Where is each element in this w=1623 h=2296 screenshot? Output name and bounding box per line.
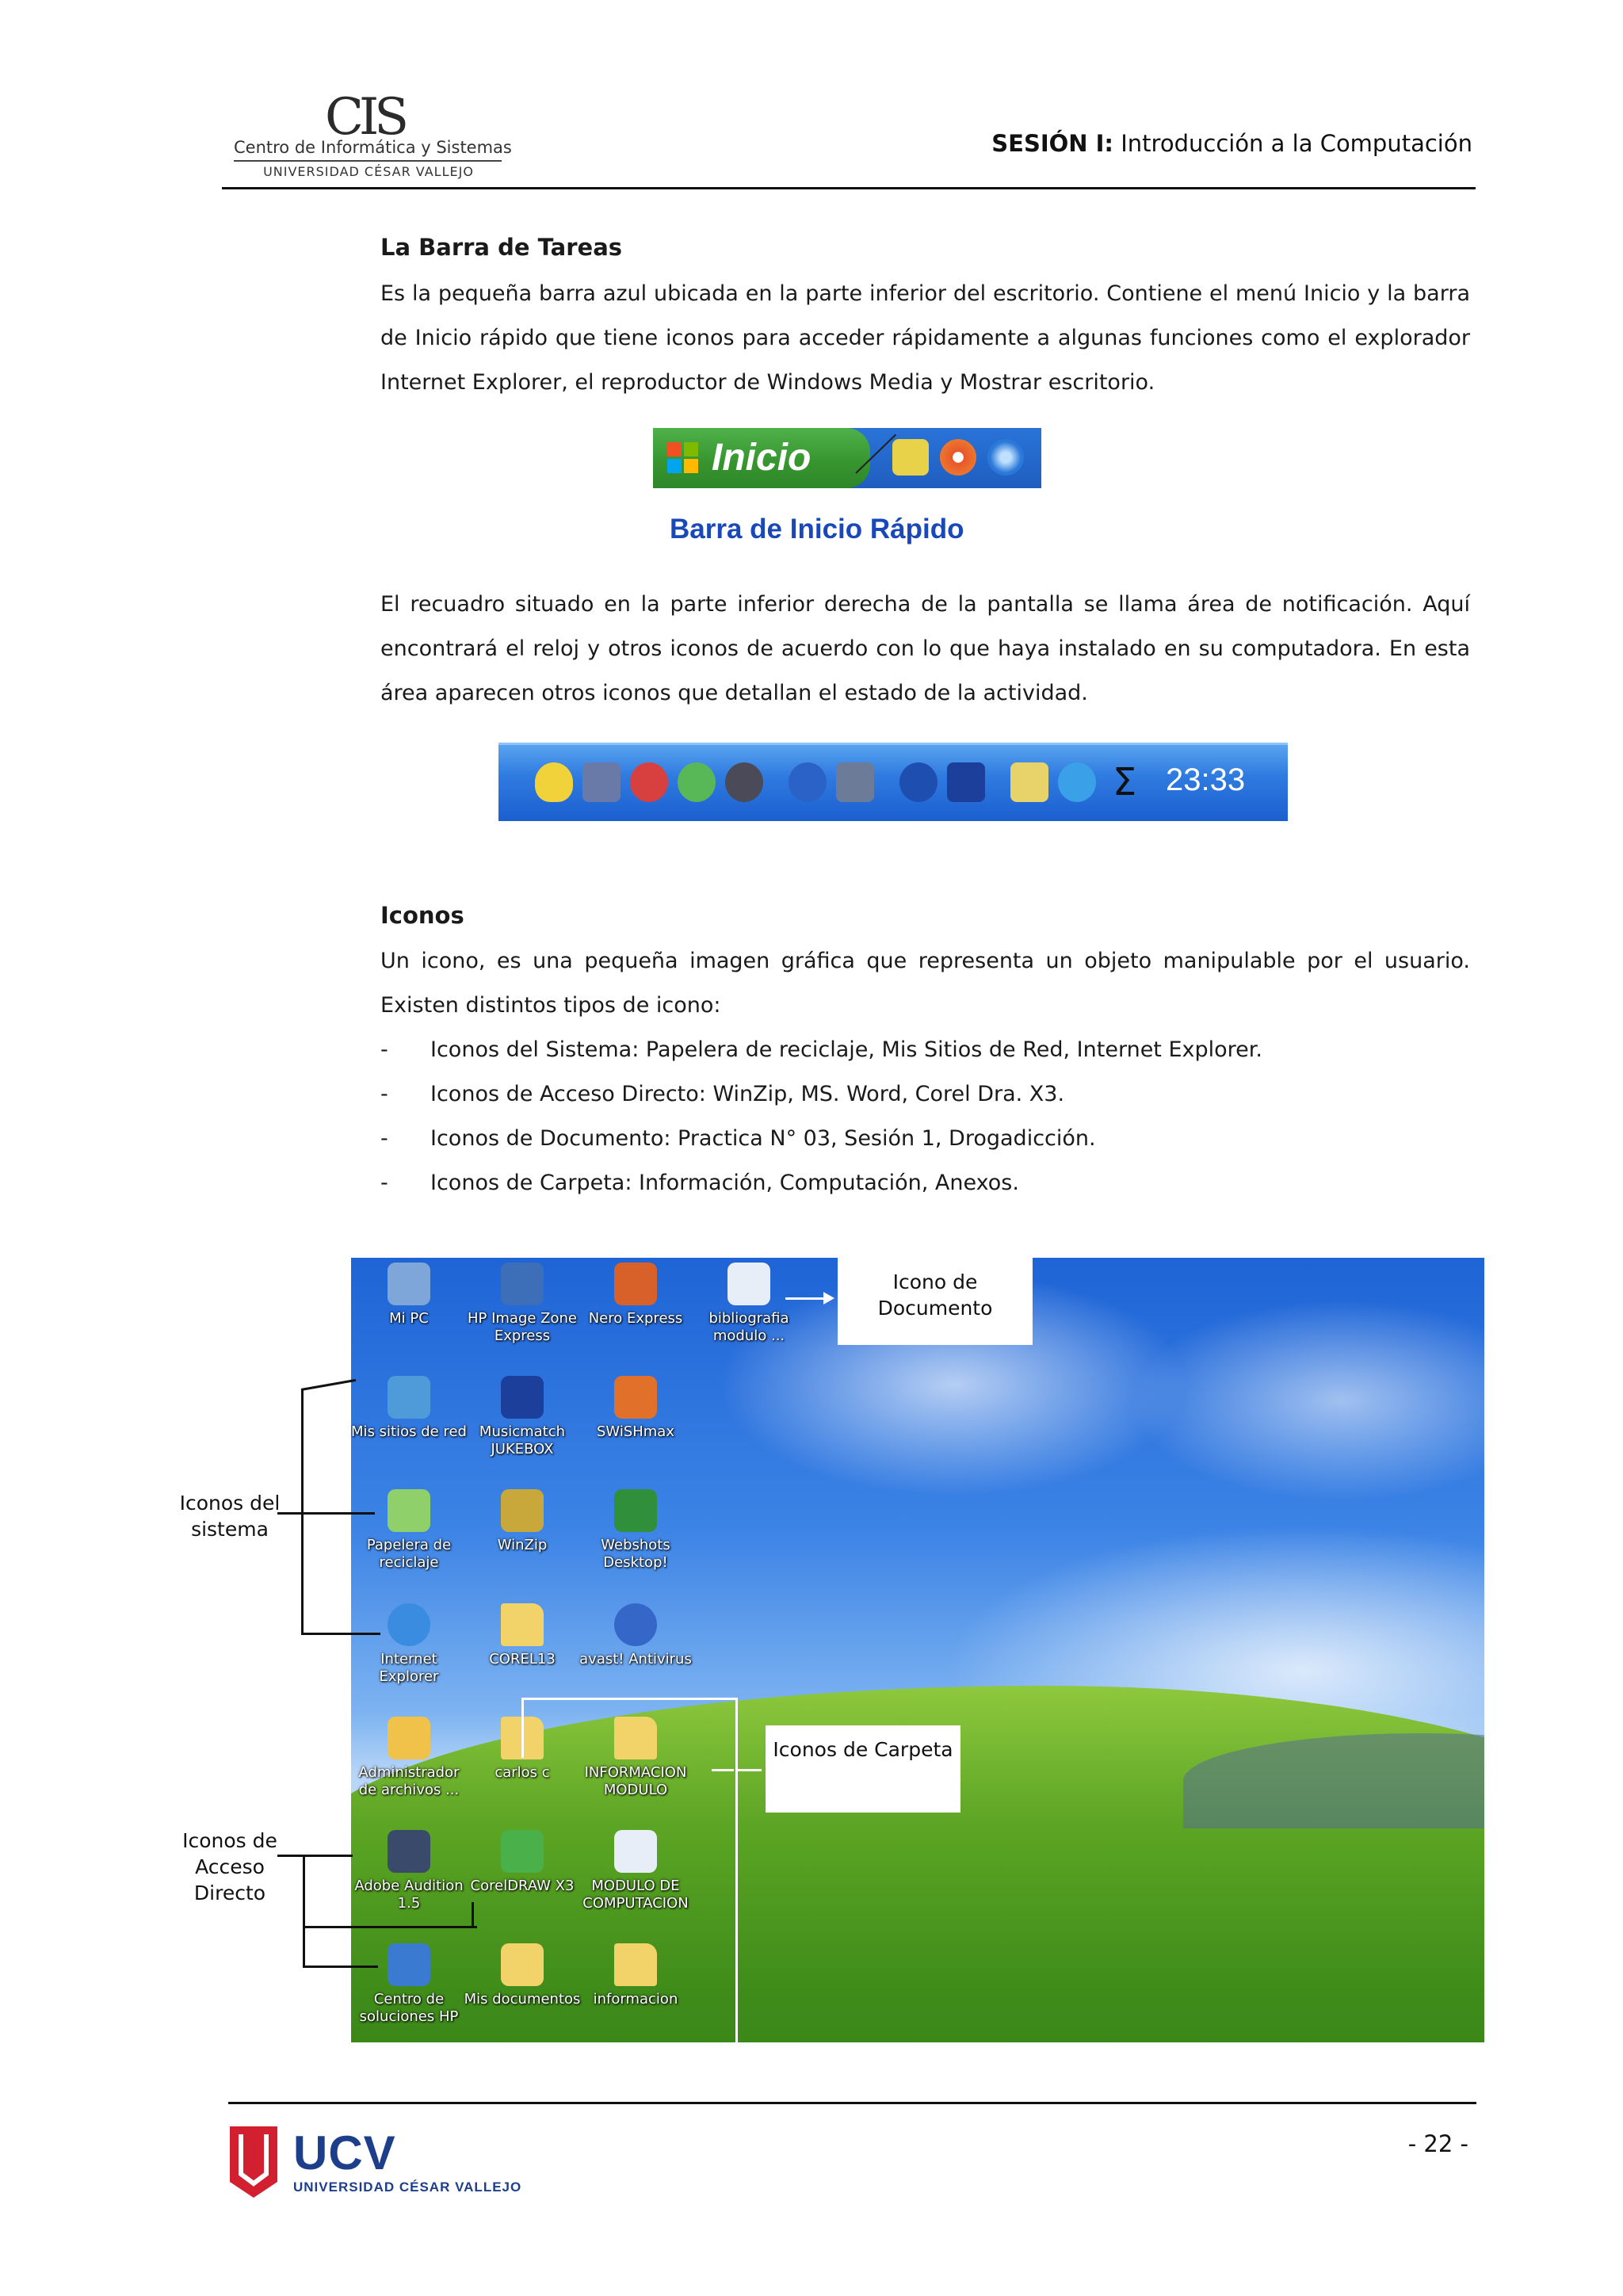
desktop-icon-label: Musicmatch JUKEBOX — [479, 1423, 566, 1457]
session-title — [991, 130, 1472, 157]
nero-icon — [614, 1263, 657, 1305]
coreldraw-icon — [501, 1830, 544, 1873]
desktop-icon[interactable] — [463, 1603, 582, 1668]
sigma-icon: Σ — [1112, 760, 1137, 804]
taskbar-paragraph: Es la pequeña barra azul ubicada en la parte inferior del escritorio. Contiene el menú Inicio y la barra de Inicio rápido que tiene iconos para acceder rápidamente a algunas funciones como el explorador Internet Explorer, el reproductor de Windows Media y Mostrar escritorio. — [380, 281, 1470, 395]
document-arrow-line — [785, 1297, 827, 1300]
desktop-icon[interactable] — [576, 1830, 695, 1912]
ucv-shield-logo — [230, 2126, 277, 2198]
quicklaunch-caption: Barra de Inicio Rápido — [670, 514, 964, 544]
desktop-icon-label: Administrador de archivos ... — [358, 1764, 460, 1798]
desktop-icon-label: COREL13 — [489, 1651, 556, 1668]
adobe-audition-icon — [388, 1830, 430, 1873]
icons-paragraph: Un icono, es una pequeña imagen gráfica que representa un objeto manipulable por el usuario. Existen distintos tipos de icono: — [380, 949, 1470, 1018]
list-item: - Iconos de Carpeta: Información, Computación, Anexos. — [380, 1171, 1019, 1195]
desktop-icon-label: SWiSHmax — [596, 1423, 674, 1440]
internet-explorer-icon — [987, 439, 1024, 476]
system-bracket-top — [301, 1379, 356, 1391]
network-places-icon — [388, 1376, 430, 1419]
desktop-icon[interactable] — [576, 1263, 695, 1328]
label-system-icons: Iconos del sistema — [179, 1492, 281, 1541]
taskbar-image — [653, 428, 1041, 488]
folder-bracket-top — [521, 1698, 735, 1700]
media-player-icon — [940, 439, 976, 476]
ucv-brand-sub: UNIVERSIDAD CÉSAR VALLEJO — [293, 2179, 522, 2195]
desktop-icon[interactable] — [351, 1376, 468, 1441]
header-university: UNIVERSIDAD CÉSAR VALLEJO — [263, 164, 474, 179]
desktop-icon-label: avast! Antivirus — [579, 1651, 692, 1668]
taskbar-heading: La Barra de Tareas — [380, 234, 623, 261]
list-item: - Iconos del Sistema: Papelera de reciclaje, Mis Sitios de Red, Internet Explorer. — [380, 1037, 1262, 1062]
notification-area-image — [498, 743, 1288, 821]
computer-icon — [388, 1263, 430, 1305]
security-shield-icon — [535, 762, 573, 802]
folder-tray-icon — [1010, 762, 1048, 802]
desktop-icon[interactable] — [351, 1603, 468, 1686]
desktop-icon[interactable] — [351, 1489, 468, 1572]
desktop-icon-label: Mis documentos — [464, 1991, 581, 2008]
desktop-icon[interactable] — [463, 1943, 582, 2008]
folder-arrow-line — [738, 1769, 762, 1771]
folder-icon — [614, 1717, 657, 1759]
desktop-icon[interactable] — [351, 1717, 468, 1799]
document-arrow-head — [823, 1292, 834, 1305]
musicmatch-icon — [501, 1376, 544, 1419]
footer-rule — [228, 2102, 1476, 2104]
desktop-icon[interactable] — [576, 1603, 695, 1668]
desktop-icon-label: Centro de soluciones HP — [359, 1991, 459, 2025]
desktop-icon[interactable] — [576, 1489, 695, 1572]
winzip-icon — [501, 1489, 544, 1532]
update-icon — [678, 762, 716, 802]
desktop-icon-label: bibliografia modulo ... — [708, 1310, 789, 1344]
session-prefix: SESIÓN I: — [991, 130, 1114, 157]
desktop-icon[interactable] — [463, 1830, 582, 1895]
system-bracket-bottom — [301, 1633, 380, 1635]
folder-bracket-mid — [712, 1769, 734, 1771]
recycle-bin-icon — [388, 1489, 430, 1532]
shortcut-bracket-bottom — [303, 1966, 378, 1968]
desktop-icon-label: MODULO DE COMPUTACION — [582, 1878, 689, 1912]
my-documents-icon — [501, 1943, 544, 1986]
desktop-icon[interactable] — [351, 1830, 468, 1912]
network-disconnected-icon — [582, 762, 621, 802]
swishmax-icon — [614, 1376, 657, 1419]
desktop-icon-label: CorelDRAW X3 — [470, 1878, 575, 1894]
avast-icon — [614, 1603, 657, 1646]
ucv-brand: UCV — [293, 2126, 396, 2179]
desktop-icon-label: Webshots Desktop! — [601, 1537, 670, 1571]
desktop-icon-label: carlos c — [495, 1764, 550, 1781]
desktop-icon-label: Adobe Audition 1.5 — [354, 1878, 464, 1912]
desktop-icon-label: informacion — [593, 1991, 678, 2008]
desktop-icon-label: WinZip — [497, 1537, 548, 1553]
desktop-icon[interactable] — [463, 1263, 582, 1345]
show-desktop-icon — [892, 439, 929, 476]
org-name: Centro de Informática y Sistemas — [234, 138, 512, 157]
desktop-icon[interactable] — [689, 1263, 808, 1345]
windows-logo-icon — [667, 442, 699, 474]
file-manager-icon — [388, 1717, 430, 1759]
error-icon — [630, 762, 668, 802]
word-document-icon — [614, 1830, 657, 1873]
callout-folder: Iconos de Carpeta — [766, 1725, 960, 1813]
device-icon — [836, 762, 874, 802]
image-zone-icon — [501, 1263, 544, 1305]
desktop-icon[interactable] — [463, 1489, 582, 1554]
folder-icon — [501, 1603, 544, 1646]
musicmatch-tray-icon — [947, 762, 985, 802]
hp-solutions-icon — [388, 1943, 430, 1986]
webshots-icon — [614, 1489, 657, 1532]
desktop-icon[interactable] — [351, 1943, 468, 2026]
folder-bracket-stem — [521, 1698, 524, 1758]
start-button-label: Inicio — [712, 437, 812, 479]
desktop-icon-label: Internet Explorer — [379, 1651, 439, 1685]
avast-tray-icon — [899, 762, 938, 802]
logo-divider — [234, 160, 502, 162]
list-item: - Iconos de Acceso Directo: WinZip, MS. Word, Corel Dra. X3. — [380, 1082, 1065, 1106]
header-rule — [222, 187, 1476, 189]
notification-paragraph: El recuadro situado en la parte inferior derecha de la pantalla se llama área de notificación. Aquí encontrará el reloj y otros iconos de acuerdo con lo que haya instalado en su computadora. En esta área aparecen otros iconos que detallan el estado de la actividad. — [380, 592, 1470, 705]
desktop-icon[interactable] — [576, 1943, 695, 2008]
shortcut-bracket-branch — [472, 1902, 474, 1927]
callout-document: Icono de Documento — [838, 1258, 1033, 1345]
desktop-icon[interactable] — [576, 1717, 695, 1799]
desktop-screenshot — [351, 1258, 1484, 2042]
desktop-icon-label: HP Image Zone Express — [467, 1310, 578, 1344]
refresh-icon — [1058, 762, 1096, 802]
system-bracket-mid — [277, 1512, 375, 1515]
desktop-icon-label: Mis sitios de red — [351, 1423, 467, 1440]
list-item: - Iconos de Documento: Practica N° 03, Sesión 1, Drogadicción. — [380, 1126, 1096, 1151]
shortcut-bracket-vertical — [303, 1855, 305, 1967]
desktop-icon-label: INFORMACION MODULO — [584, 1764, 687, 1798]
tray-clock: 23:33 — [1166, 762, 1246, 797]
label-shortcut-icons: Iconos de Acceso Directo — [182, 1829, 277, 1904]
icon-types-list — [380, 1028, 1470, 1205]
desktop-icon-label: Mi PC — [389, 1310, 429, 1327]
internet-explorer-icon — [388, 1603, 430, 1646]
folder-icon — [614, 1943, 657, 1986]
desktop-icon-label: Nero Express — [588, 1310, 683, 1327]
desktop-icon[interactable] — [351, 1263, 468, 1328]
desktop-icon[interactable] — [576, 1376, 695, 1441]
desktop-icon-label: Papelera de reciclaje — [366, 1537, 452, 1571]
info-icon — [789, 762, 827, 802]
page-number: - 22 - — [1407, 2130, 1468, 2157]
desktop-icon[interactable] — [463, 1376, 582, 1458]
cis-logo: CIS — [325, 88, 405, 147]
icons-heading: Iconos — [380, 902, 464, 929]
session-name: Introducción a la Computación — [1121, 130, 1472, 157]
word-document-icon — [727, 1263, 770, 1305]
start-button — [653, 428, 870, 488]
folder-bracket-right — [735, 1698, 738, 2042]
system-bracket-vertical — [301, 1389, 304, 1634]
speaker-icon — [725, 762, 763, 802]
shortcut-bracket-mid — [303, 1926, 477, 1928]
